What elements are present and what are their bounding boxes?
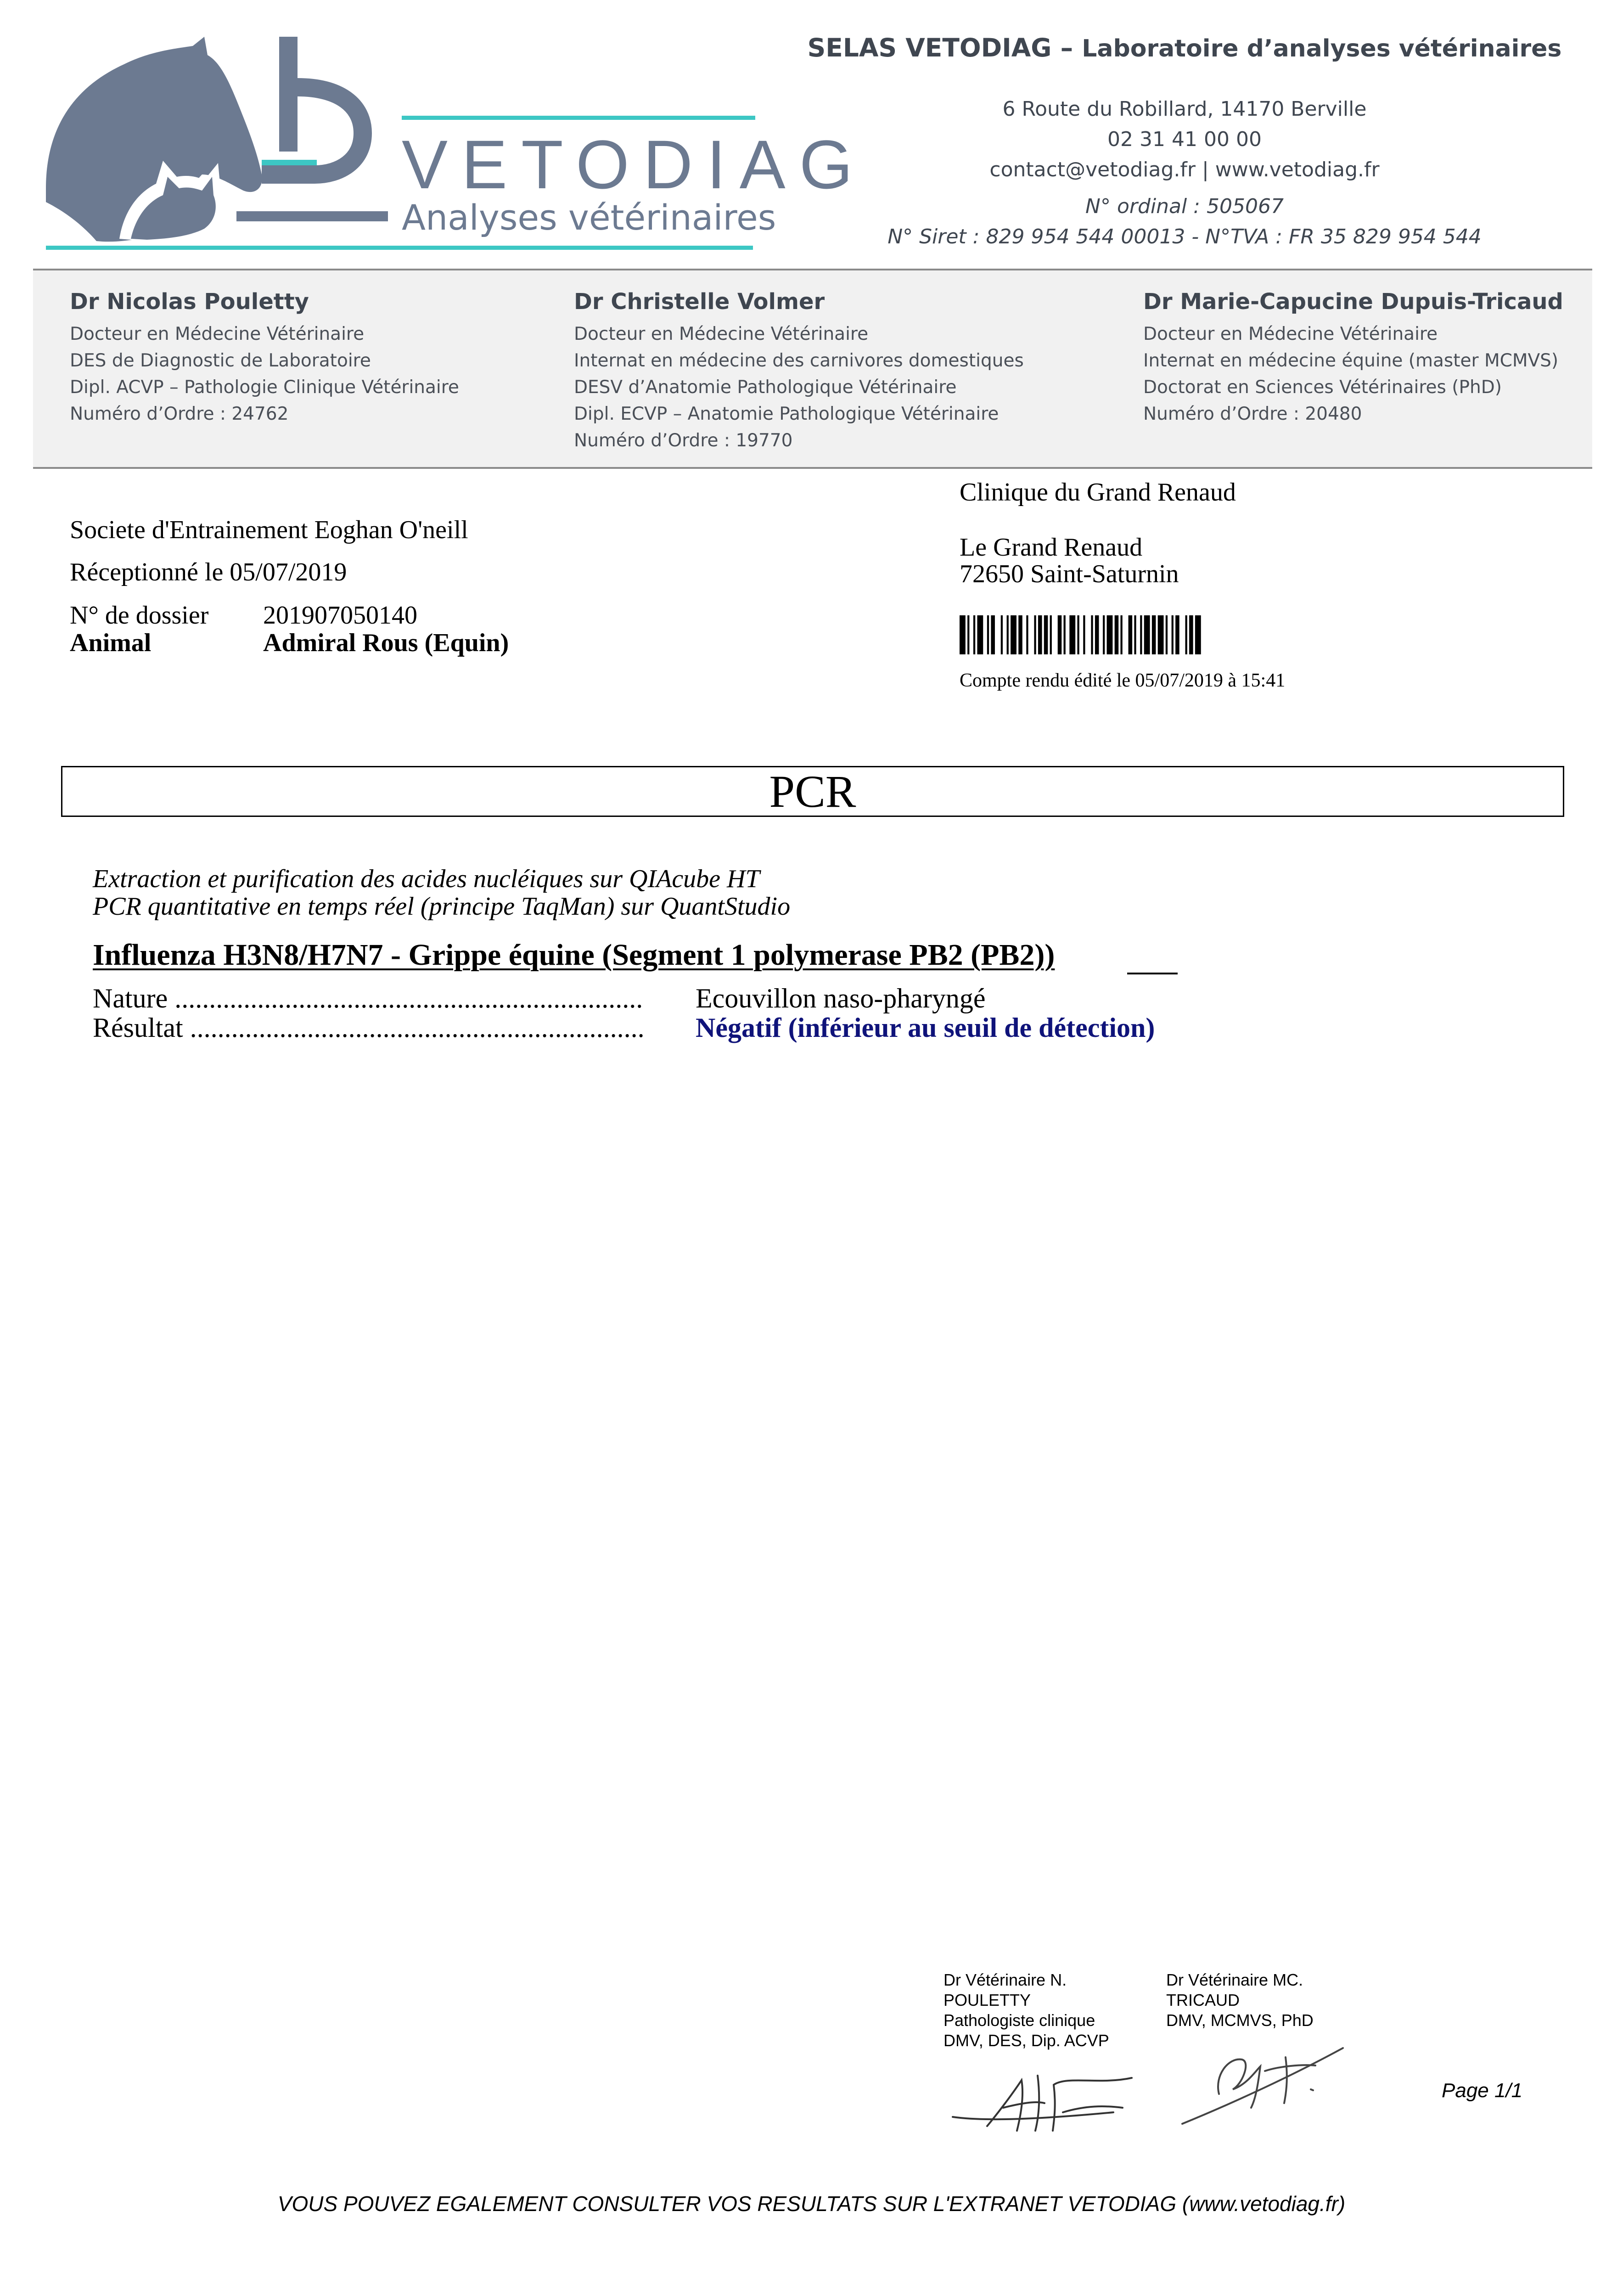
vet-credential: DESV d’Anatomie Pathologique Vétérinaire (574, 377, 957, 398)
nature-label: Nature .................................................................... (93, 983, 643, 1013)
result-value: Négatif (inférieur au seuil de détection) (696, 1013, 1155, 1043)
barcode-bar (1158, 615, 1164, 654)
lab-contact[interactable]: contact@vetodiag.fr | www.vetodiag.fr (989, 158, 1380, 181)
barcode-bar (1144, 615, 1150, 654)
vet-credential: Dipl. ECVP – Anatomie Pathologique Vétérinaire (574, 404, 999, 424)
barcode-bar (1195, 615, 1201, 654)
barcode-bar (1026, 615, 1028, 654)
microscope-base (236, 211, 388, 221)
barcode-bar (1129, 615, 1133, 654)
lab-siret: N° Siret : 829 954 544 00013 - N°TVA : FR 35 829 954 544 (887, 225, 1482, 248)
method-extraction: Extraction et purification des acides nucléiques sur QIAcube HT (93, 865, 760, 893)
dossier-number: 201907050140 (263, 601, 417, 630)
vetodiag-logo (46, 37, 867, 253)
result-label: Résultat .................................................................. (93, 1013, 645, 1043)
vet-credential: Internat en médecine équine (master MCMVS) (1143, 350, 1559, 371)
barcode-bar (1044, 615, 1048, 654)
dossier-label: N° de dossier (70, 601, 209, 630)
received-date: Réceptionné le 05/07/2019 (70, 558, 347, 586)
handwritten-signature-pouletty (948, 2057, 1141, 2140)
barcode-bar (1152, 615, 1156, 654)
signature-line: DMV, MCMVS, PhD (1166, 2011, 1314, 2030)
barcode-bar (1011, 615, 1016, 654)
barcode-bar (1050, 615, 1052, 654)
barcode-bar (977, 615, 983, 654)
vet-card-pouletty (70, 289, 459, 428)
vet-name: Dr Marie-Capucine Dupuis-Tricaud (1143, 289, 1563, 315)
test-title: Influenza H3N8/H7N7 - Grippe équine (Segment 1 polymerase PB2 (PB2)) (93, 938, 1055, 972)
clinic-address-line1: Le Grand Renaud (960, 533, 1143, 562)
vet-credential: Doctorat en Sciences Vétérinaires (PhD) (1143, 377, 1502, 398)
brand-top-line (402, 116, 755, 120)
vet-card-dupuis-tricaud (1143, 289, 1563, 428)
lab-ordinal: N° ordinal : 505067 (1085, 195, 1284, 218)
signature-line: Pathologiste clinique (943, 2011, 1095, 2030)
barcode-bar (1185, 615, 1187, 654)
lab-phone: 02 31 41 00 00 (1107, 128, 1262, 151)
handwritten-signature-tricaud (1178, 2039, 1352, 2131)
animal-name: Admiral Rous (Equin) (263, 629, 509, 657)
vet-order-number: Numéro d’Ordre : 24762 (70, 404, 289, 424)
barcode-bar (1166, 615, 1168, 654)
vet-credential: Docteur en Médecine Vétérinaire (574, 324, 869, 344)
barcode-bar (1140, 615, 1142, 654)
barcode-bar (1134, 615, 1136, 654)
clinic-address-line2: 72650 Saint-Saturnin (960, 560, 1179, 588)
barcode-bar (1107, 615, 1113, 654)
vet-name: Dr Christelle Volmer (574, 289, 825, 315)
vet-credential: DES de Diagnostic de Laboratoire (70, 350, 371, 371)
logo-base-line (46, 246, 753, 250)
vet-card-volmer (574, 289, 1024, 454)
vet-credential: Internat en médecine des carnivores domestiques (574, 350, 1024, 371)
lab-title-rest: Laboratoire d’analyses vétérinaires (1082, 35, 1562, 62)
section-title: PCR (769, 766, 856, 817)
owner-name: Societe d'Entrainement Eoghan O'neill (70, 516, 468, 544)
page-number: Page 1/1 (1442, 2079, 1523, 2102)
barcode-bar (987, 615, 989, 654)
veterinarians-band (33, 269, 1592, 469)
signature-line: Dr Vétérinaire MC. (1166, 1970, 1303, 1989)
section-title-box (61, 766, 1564, 817)
barcode-bar (973, 615, 975, 654)
barcode-bar (1095, 615, 1099, 654)
signature-line: TRICAUD (1166, 1991, 1240, 2009)
barcode-bar (1038, 615, 1042, 654)
barcode-bar (1189, 615, 1193, 654)
vet-name: Dr Nicolas Pouletty (70, 289, 309, 315)
microscope-teal-bar (262, 160, 317, 165)
footer-extranet-note: VOUS POUVEZ EGALEMENT CONSULTER VOS RESULTATS SUR L'EXTRANET VETODIAG (www.vetodiag.fr) (277, 2192, 1346, 2216)
vet-credential: Dipl. ACVP – Pathologie Clinique Vétérinaire (70, 377, 459, 398)
signature-line: Dr Vétérinaire N. (943, 1970, 1067, 1989)
signature-line: DMV, DES, Dip. ACVP (943, 2031, 1109, 2050)
barcode-bar (1103, 615, 1105, 654)
animal-label: Animal (70, 629, 152, 657)
vet-order-number: Numéro d’Ordre : 20480 (1143, 404, 1362, 424)
signature-block-tricaud (1166, 1970, 1314, 2031)
barcode-bar (1058, 615, 1062, 654)
barcode-bar (1069, 615, 1075, 654)
nature-value: Ecouvillon naso-pharyngé (696, 983, 986, 1013)
barcode-bar (991, 615, 995, 654)
method-pcr: PCR quantitative en temps réel (principe TaqMan) sur QuantStudio (93, 892, 791, 921)
lab-title (794, 33, 1575, 62)
barcode-bar (967, 615, 969, 654)
barcode-bar (1115, 615, 1119, 654)
barcode-bar (1064, 615, 1066, 654)
clinic-name: Clinique du Grand Renaud (960, 478, 1236, 506)
barcode-bar (1175, 615, 1179, 654)
signature-block-pouletty (943, 1970, 1109, 2051)
barcode-bar (1091, 615, 1093, 654)
signature-line: POULETTY (943, 1991, 1031, 2009)
report-date: Compte rendu édité le 05/07/2019 à 15:41 (960, 670, 1286, 691)
barcode-bar (1007, 615, 1009, 654)
barcode-bar (1034, 615, 1036, 654)
barcode-bar (960, 615, 966, 654)
barcode-bar (1018, 615, 1022, 654)
test-title-underline (1127, 973, 1178, 974)
vet-credential: Docteur en Médecine Vétérinaire (1143, 324, 1438, 344)
lab-title-bold: SELAS VETODIAG – (807, 33, 1073, 62)
logo-brand: VETODIAG (402, 126, 867, 203)
barcode-bar (1083, 615, 1085, 654)
barcode-bar (1001, 615, 1003, 654)
barcode-bar (1120, 615, 1122, 654)
barcode (960, 615, 1203, 654)
vet-credential: Docteur en Médecine Vétérinaire (70, 324, 365, 344)
vet-order-number: Numéro d’Ordre : 19770 (574, 430, 793, 451)
barcode-bar (1077, 615, 1079, 654)
barcode-bar (1172, 615, 1174, 654)
lab-address: 6 Route du Robillard, 14170 Berville (1002, 97, 1367, 121)
logo-tagline: Analyses vétérinaires (402, 197, 776, 238)
microscope-stem (279, 37, 298, 152)
